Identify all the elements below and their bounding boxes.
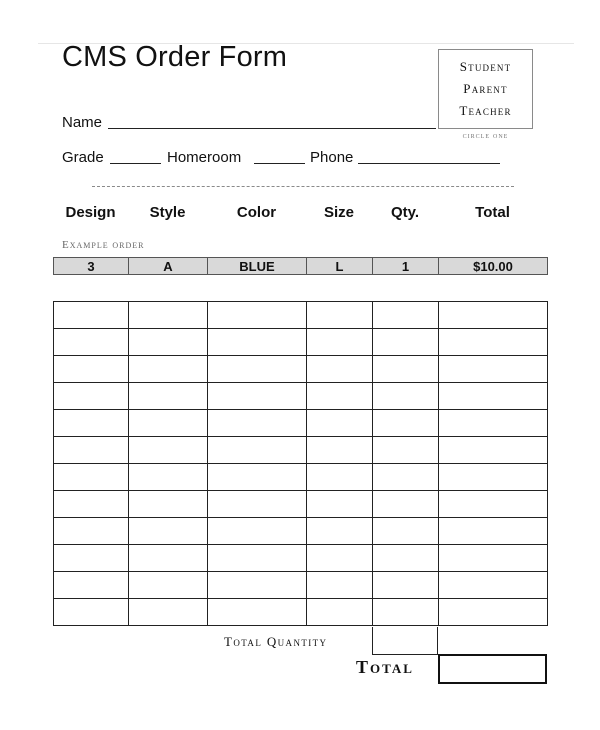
column-header-total: Total xyxy=(475,204,510,221)
order-cell-size[interactable] xyxy=(307,599,373,626)
order-cell-color[interactable] xyxy=(208,572,307,599)
example-cell-size: L xyxy=(307,258,373,275)
phone-label: Phone xyxy=(310,149,354,166)
order-cell-color[interactable] xyxy=(208,383,307,410)
table-row xyxy=(54,302,548,329)
total-quantity-label: Total Quantity xyxy=(224,634,328,649)
order-cell-style[interactable] xyxy=(129,545,208,572)
page-title: CMS Order Form xyxy=(62,41,288,73)
order-cell-design[interactable] xyxy=(54,410,129,437)
order-cell-color[interactable] xyxy=(208,491,307,518)
column-header-size: Size xyxy=(323,204,354,221)
order-cell-total[interactable] xyxy=(439,437,548,464)
order-cell-qty[interactable] xyxy=(373,518,439,545)
role-option-student[interactable]: Student xyxy=(459,59,512,74)
order-cell-design[interactable] xyxy=(54,329,129,356)
order-cell-qty[interactable] xyxy=(373,302,439,329)
order-cell-style[interactable] xyxy=(129,572,208,599)
table-row xyxy=(54,545,548,572)
total-amount-field[interactable] xyxy=(438,654,547,684)
order-cell-total[interactable] xyxy=(439,599,548,626)
order-cell-design[interactable] xyxy=(54,464,129,491)
total-quantity-field[interactable] xyxy=(372,627,438,655)
example-order-table xyxy=(53,257,548,275)
order-cell-size[interactable] xyxy=(307,437,373,464)
homeroom-label: Homeroom xyxy=(167,149,242,166)
order-cell-size[interactable] xyxy=(307,329,373,356)
order-cell-color[interactable] xyxy=(208,545,307,572)
order-cell-color[interactable] xyxy=(208,410,307,437)
order-cell-qty[interactable] xyxy=(373,329,439,356)
example-cell-qty: 1 xyxy=(373,258,439,275)
table-row xyxy=(54,410,548,437)
order-cell-size[interactable] xyxy=(307,302,373,329)
order-cell-total[interactable] xyxy=(439,572,548,599)
order-cell-style[interactable] xyxy=(129,329,208,356)
order-cell-total[interactable] xyxy=(439,383,548,410)
table-row xyxy=(54,599,548,626)
order-cell-color[interactable] xyxy=(208,302,307,329)
order-cell-style[interactable] xyxy=(129,599,208,626)
order-cell-qty[interactable] xyxy=(373,491,439,518)
order-cell-size[interactable] xyxy=(307,383,373,410)
column-header-qty: Qty. xyxy=(390,204,420,221)
order-cell-style[interactable] xyxy=(129,383,208,410)
table-row xyxy=(54,329,548,356)
homeroom-field[interactable] xyxy=(254,163,305,164)
example-order-label: Example order xyxy=(62,239,145,251)
table-row xyxy=(54,491,548,518)
order-cell-total[interactable] xyxy=(439,302,548,329)
order-cell-color[interactable] xyxy=(208,464,307,491)
order-cell-design[interactable] xyxy=(54,302,129,329)
column-header-design: Design xyxy=(65,204,116,221)
order-cell-size[interactable] xyxy=(307,491,373,518)
example-row xyxy=(54,258,548,275)
table-row xyxy=(54,518,548,545)
order-table xyxy=(53,301,548,626)
order-cell-total[interactable] xyxy=(439,464,548,491)
order-cell-design[interactable] xyxy=(54,356,129,383)
order-cell-style[interactable] xyxy=(129,518,208,545)
order-cell-total[interactable] xyxy=(439,356,548,383)
phone-field[interactable] xyxy=(358,163,500,164)
order-cell-qty[interactable] xyxy=(373,410,439,437)
order-cell-size[interactable] xyxy=(307,572,373,599)
order-cell-qty[interactable] xyxy=(373,464,439,491)
order-cell-qty[interactable] xyxy=(373,383,439,410)
grade-field[interactable] xyxy=(110,163,161,164)
order-cell-color[interactable] xyxy=(208,599,307,626)
column-header-style: Style xyxy=(149,204,186,221)
grade-label: Grade xyxy=(62,149,104,166)
order-cell-style[interactable] xyxy=(129,410,208,437)
role-option-parent[interactable]: Parent xyxy=(463,81,508,96)
order-cell-color[interactable] xyxy=(208,329,307,356)
order-cell-style[interactable] xyxy=(129,437,208,464)
order-cell-qty[interactable] xyxy=(373,599,439,626)
order-cell-size[interactable] xyxy=(307,464,373,491)
role-option-teacher[interactable]: Teacher xyxy=(459,103,512,118)
order-cell-total[interactable] xyxy=(439,491,548,518)
order-cell-color[interactable] xyxy=(208,518,307,545)
order-cell-design[interactable] xyxy=(54,518,129,545)
order-cell-qty[interactable] xyxy=(373,572,439,599)
order-cell-design[interactable] xyxy=(54,572,129,599)
order-cell-size[interactable] xyxy=(307,356,373,383)
order-cell-size[interactable] xyxy=(307,545,373,572)
table-row xyxy=(54,572,548,599)
role-selector-box xyxy=(438,49,533,129)
circle-one-note: circle one xyxy=(462,131,509,140)
order-cell-design[interactable] xyxy=(54,437,129,464)
name-label: Name xyxy=(62,114,103,131)
table-row xyxy=(54,356,548,383)
order-cell-qty[interactable] xyxy=(373,356,439,383)
order-cell-design[interactable] xyxy=(54,383,129,410)
order-cell-color[interactable] xyxy=(208,356,307,383)
order-cell-style[interactable] xyxy=(129,491,208,518)
order-cell-design[interactable] xyxy=(54,491,129,518)
order-cell-qty[interactable] xyxy=(373,437,439,464)
order-cell-style[interactable] xyxy=(129,356,208,383)
name-field[interactable] xyxy=(108,128,436,129)
example-cell-design: 3 xyxy=(54,258,129,275)
table-row xyxy=(54,437,548,464)
column-header-color: Color xyxy=(236,204,277,221)
order-cell-size[interactable] xyxy=(307,410,373,437)
order-cell-color[interactable] xyxy=(208,437,307,464)
order-cell-style[interactable] xyxy=(129,302,208,329)
order-cell-total[interactable] xyxy=(439,545,548,572)
example-cell-style: A xyxy=(129,258,208,275)
example-cell-color: BLUE xyxy=(208,258,307,275)
total-label: Total xyxy=(356,657,414,677)
order-cell-total[interactable] xyxy=(439,329,548,356)
example-cell-total: $10.00 xyxy=(439,258,548,275)
dashed-divider xyxy=(92,186,514,187)
order-cell-total[interactable] xyxy=(439,410,548,437)
order-cell-design[interactable] xyxy=(54,599,129,626)
table-row xyxy=(54,383,548,410)
order-cell-size[interactable] xyxy=(307,518,373,545)
order-cell-qty[interactable] xyxy=(373,545,439,572)
table-row xyxy=(54,464,548,491)
order-cell-design[interactable] xyxy=(54,545,129,572)
order-cell-total[interactable] xyxy=(439,518,548,545)
order-cell-style[interactable] xyxy=(129,464,208,491)
